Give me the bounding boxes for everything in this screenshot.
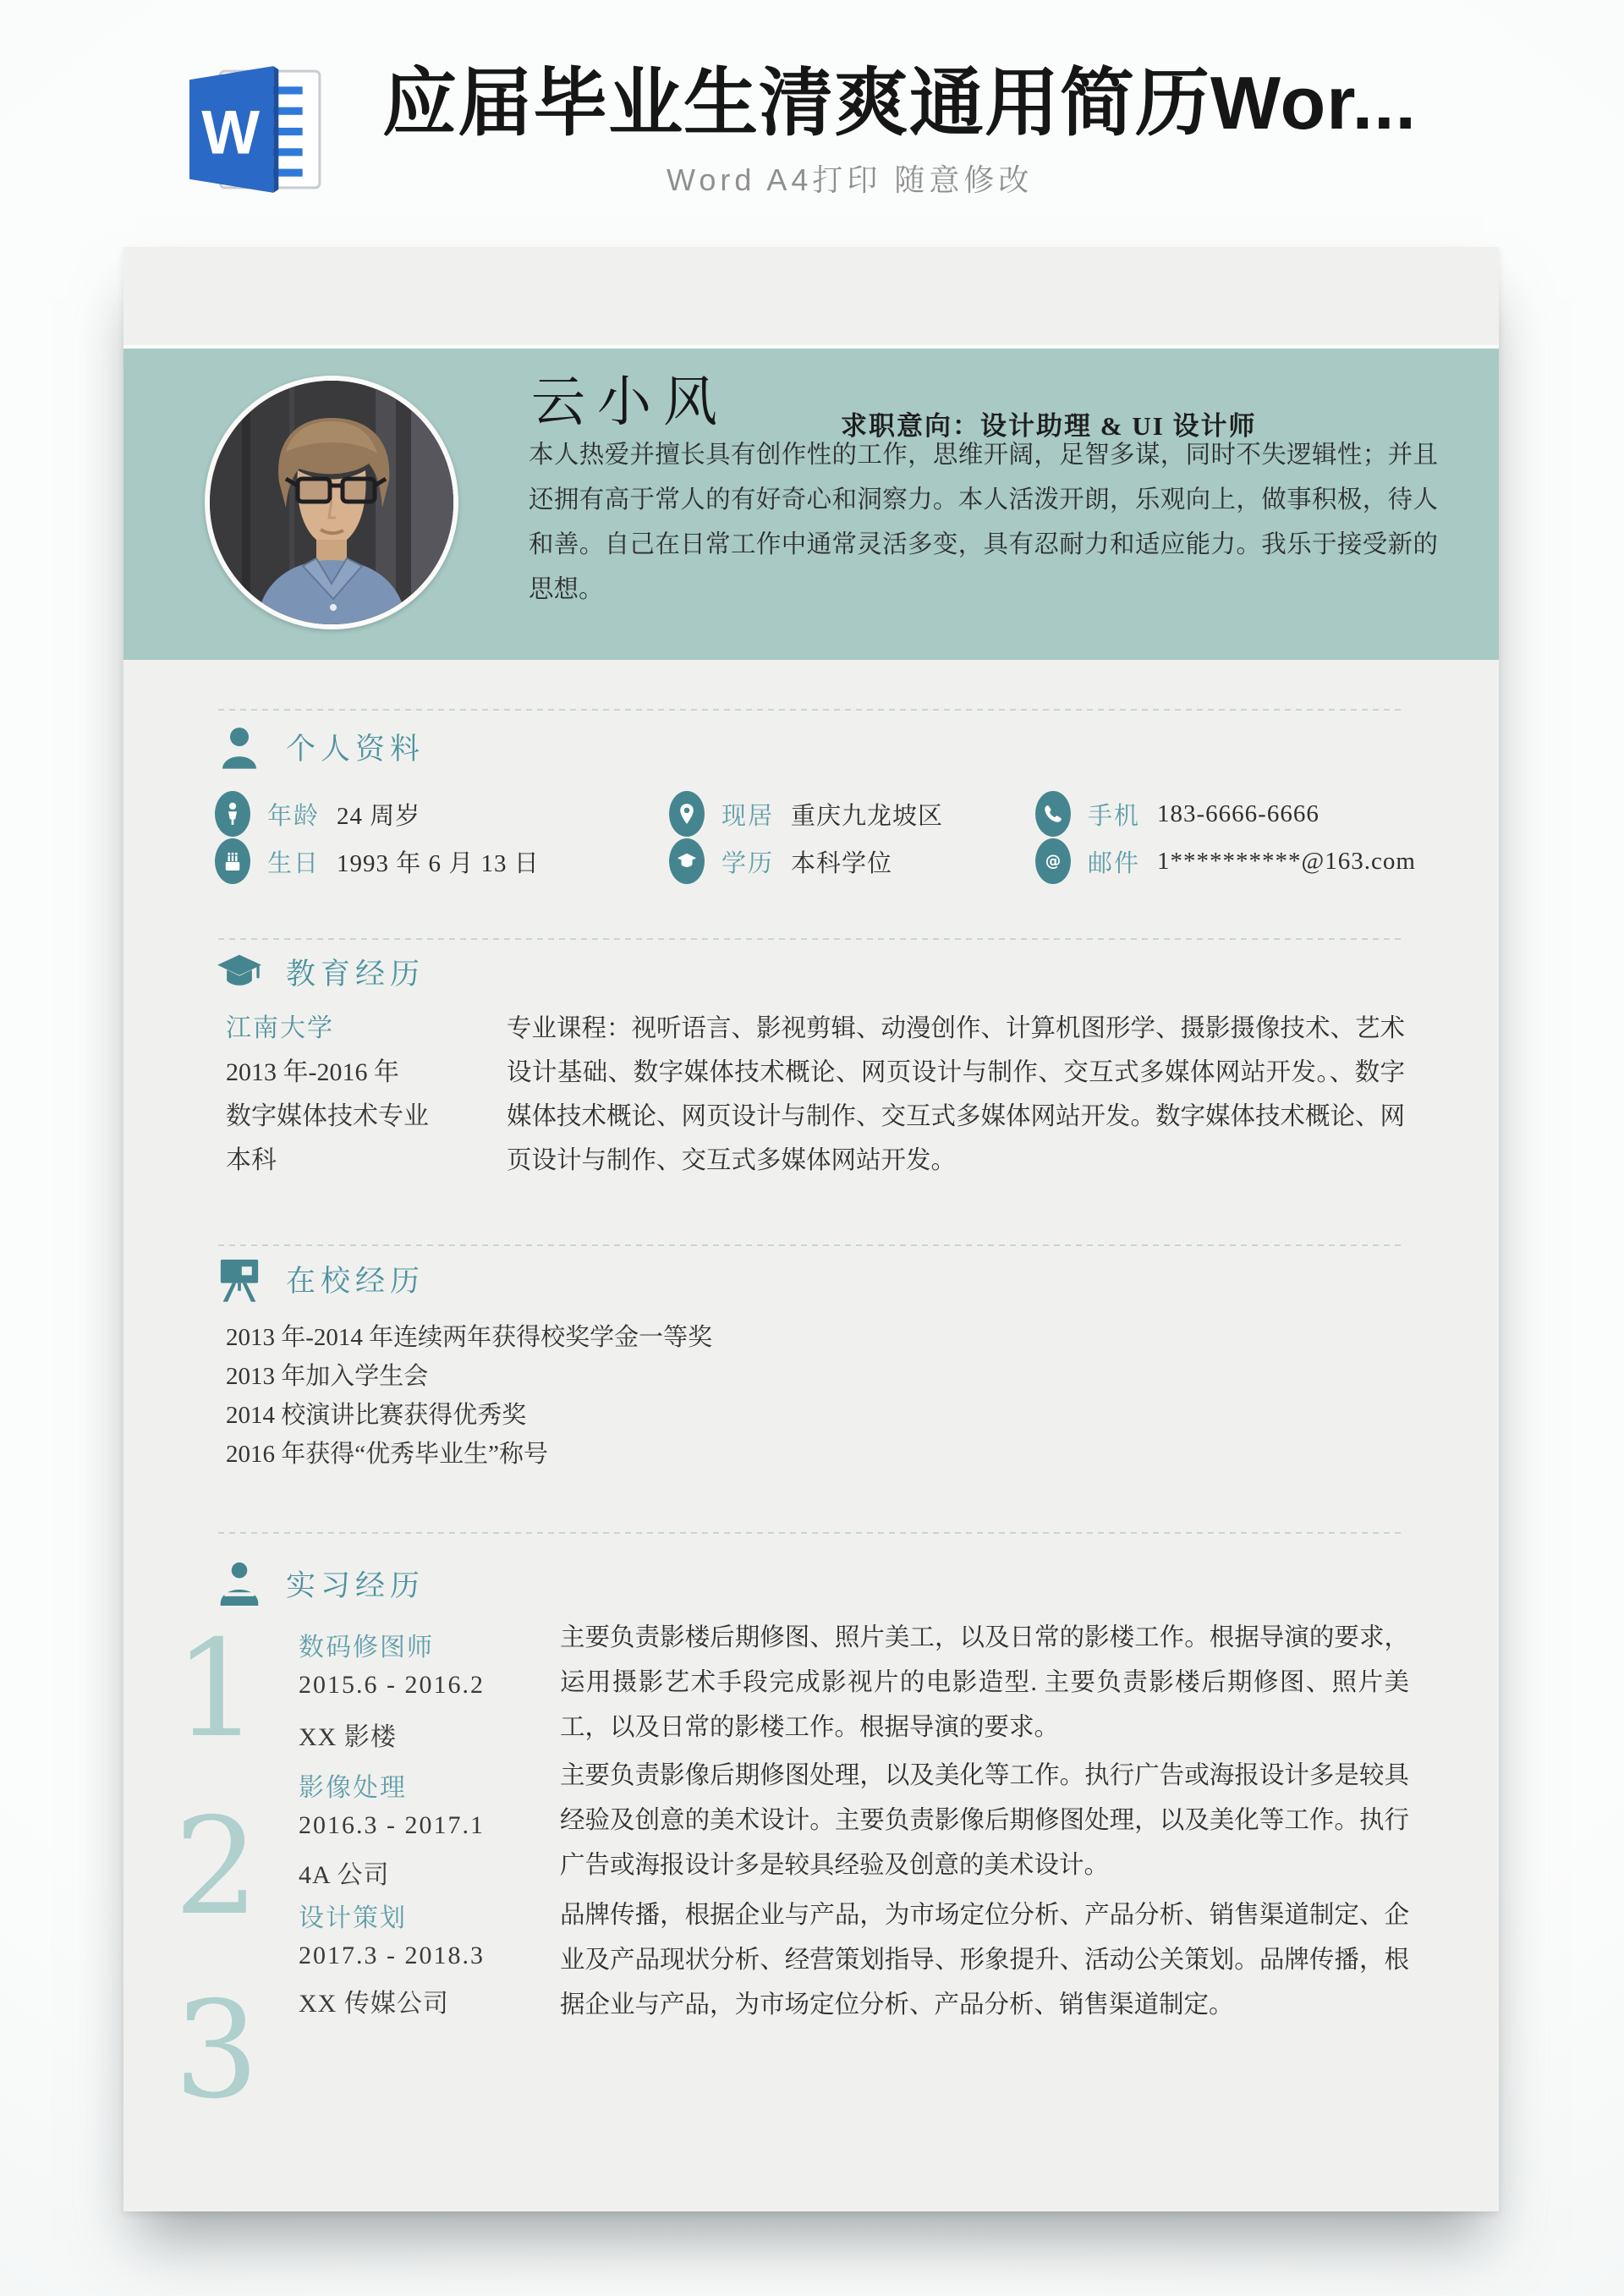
education-major: 数字媒体技术专业	[226, 1102, 429, 1130]
internship-description: 主要负责影楼后期修图、照片美工，以及日常的影楼工作。根据导演的要求，运用摄影艺术手段完成影视片的电影造型. 主要负责影楼后期修图、照片美工，以及日常的影楼工作。根据导演的要求。	[560, 1624, 1409, 1741]
location-pin-icon	[669, 791, 705, 837]
internship-company: XX 传媒公司	[299, 1990, 449, 2018]
section-title: 在校经历	[286, 1265, 425, 1298]
field-phone	[1035, 790, 1320, 838]
graduation-cap-icon	[217, 948, 262, 997]
education-school-block	[226, 1007, 429, 1183]
word-logo-icon	[189, 63, 326, 196]
person-bust-icon	[217, 722, 262, 772]
education-degree: 本科	[226, 1146, 277, 1174]
entry-number: 2	[173, 1789, 260, 1945]
field-value: 重庆九龙坡区	[791, 802, 944, 830]
internship-period: 2017.3 - 2018.3	[299, 1942, 485, 1969]
header-titles	[382, 63, 1417, 200]
list-item: 2013 年-2014 年连续两年获得校奖学金一等奖	[226, 1324, 713, 1351]
dashed-divider	[218, 938, 1404, 940]
resume-header-band	[123, 345, 1499, 660]
portrait-illustration	[210, 381, 453, 624]
campus-achievement-list	[226, 1318, 712, 1474]
page-title: 应届毕业生清爽通用简历Wor...	[382, 61, 1417, 145]
internship-period: 2015.6 - 2016.2	[299, 1671, 485, 1699]
candidate-name: 云小风	[531, 372, 729, 432]
entry-number: 1	[173, 1612, 260, 1767]
internship-description: 品牌传播，根据企业与产品，为市场定位分析、产品分析、销售渠道制定、企业及产品现状分析、经营策划指导、形象提升、活动公关策划。品牌传播，根据企业与产品，为市场定位分析、产品分析、销售渠道制定。	[560, 1902, 1409, 2019]
person-standing-icon	[215, 791, 250, 837]
phone-icon	[1035, 791, 1071, 837]
field-residence	[669, 790, 943, 838]
section-header-campus	[217, 1255, 425, 1304]
field-label: 年龄	[267, 802, 321, 830]
list-item: 2016 年获得“优秀毕业生”称号	[226, 1441, 548, 1468]
section-header-personal	[217, 722, 425, 772]
school-name: 江南大学	[226, 1014, 334, 1042]
section-header-internship	[217, 1559, 425, 1608]
self-summary: 本人热爱并擅长具有创作性的工作，思维开阔，足智多谋，同时不失逻辑性；并且还拥有高于常人的有好奇心和洞察力。本人活泼开朗，乐观向上，做事积极，待人和善。自己在日常工作中通常灵活多变，具有忍耐力和适应能力。我乐于接受新的思想。	[529, 442, 1438, 603]
section-title: 实习经历	[286, 1569, 425, 1602]
businessman-icon	[217, 1559, 262, 1608]
internship-company: XX 影楼	[299, 1723, 397, 1751]
education-period: 2013 年-2016 年	[226, 1058, 399, 1086]
field-value: 1993 年 6 月 13 日	[337, 849, 540, 877]
field-value: 183-6666-6666	[1157, 799, 1320, 827]
graduation-cap-icon	[669, 838, 705, 884]
list-item: 2013 年加入学生会	[226, 1363, 429, 1390]
list-item: 2014 校演讲比赛获得优秀奖	[226, 1402, 527, 1429]
section-title: 教育经历	[286, 958, 425, 991]
word-logo-letter: W	[201, 98, 261, 168]
svg-text:@: @	[1045, 852, 1062, 871]
field-value: 1**********@163.com	[1157, 847, 1416, 875]
dashed-divider	[218, 1244, 1404, 1246]
internship-company: 4A 公司	[299, 1861, 390, 1889]
internship-description: 主要负责影像后期修图处理，以及美化等工作。执行广告或海报设计多是较具经验及创意的美术设计。主要负责影像后期修图处理，以及美化等工作。执行广告或海报设计多是较具经验及创意的美术设计。	[560, 1762, 1409, 1879]
entry-number: 3	[173, 1973, 260, 2128]
at-icon	[1035, 838, 1071, 884]
profile-photo	[205, 376, 458, 629]
field-label: 学历	[721, 849, 775, 877]
internship-role: 设计策划	[299, 1904, 407, 1932]
education-courses: 专业课程：视听语言、影视剪辑、动漫创作、计算机图形学、摄影摄像技术、艺术设计基础、数字媒体技术概论、网页设计与制作、交互式多媒体网站开发。、数字媒体技术概论、网页设计与制作、交互式多媒体网站开发。数字媒体技术概论、网页设计与制作、交互式多媒体网站开发。	[507, 1015, 1406, 1174]
field-label: 邮件	[1088, 849, 1141, 877]
field-label: 生日	[267, 849, 321, 877]
field-value: 24 周岁	[337, 802, 421, 830]
field-birthday	[215, 838, 540, 885]
field-age	[215, 790, 420, 838]
page-subtitle: Word A4打印 随意修改	[667, 162, 1034, 198]
field-value: 本科学位	[791, 849, 893, 877]
site-header	[189, 63, 1417, 200]
internship-period: 2016.3 - 2017.1	[299, 1811, 485, 1839]
section-title: 个人资料	[286, 733, 425, 766]
section-header-education	[217, 948, 425, 997]
internship-role: 影像处理	[299, 1774, 407, 1802]
dashed-divider	[218, 709, 1404, 711]
cake-icon	[215, 838, 250, 884]
resume-page	[123, 247, 1499, 2211]
field-label: 手机	[1088, 802, 1141, 830]
field-label: 现居	[721, 802, 775, 830]
internship-role: 数码修图师	[299, 1634, 434, 1662]
field-email	[1035, 838, 1416, 885]
field-degree	[669, 838, 892, 885]
blackboard-icon	[217, 1255, 262, 1304]
job-objective: 求职意向：设计助理 & UI 设计师	[841, 411, 1257, 441]
dashed-divider	[218, 1532, 1404, 1534]
